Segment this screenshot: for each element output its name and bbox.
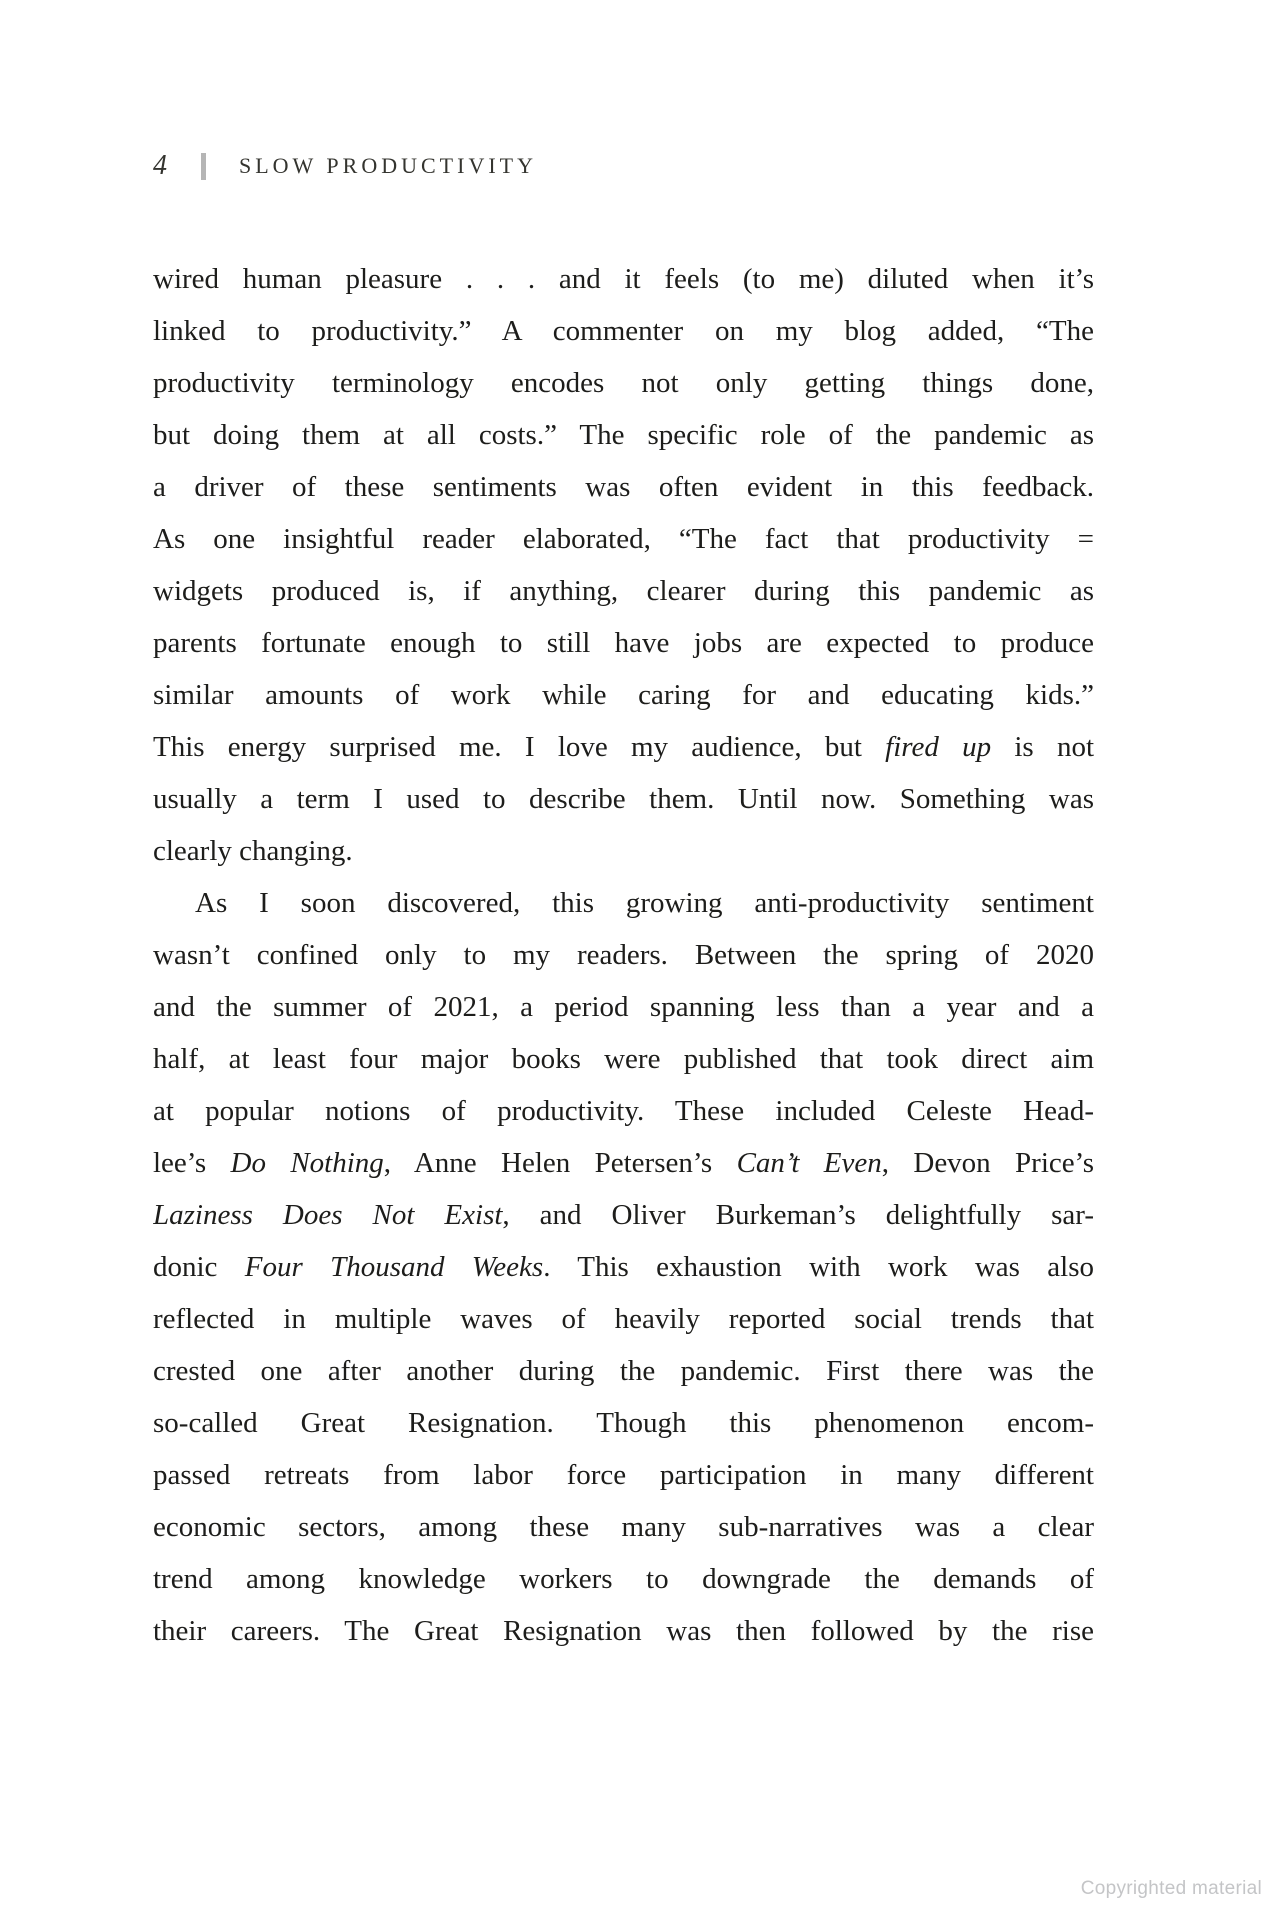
text-segment: wasn’t confined only to my readers. Between the spring of 2020 (153, 939, 1094, 971)
text-segment: lee’s (153, 1147, 231, 1179)
text-line (153, 1501, 1094, 1553)
text-segment: and the summer of 2021, a period spanning less than a year and a (153, 991, 1094, 1023)
paragraph (153, 877, 1094, 1657)
text-segment: wired human pleasure . . . and it feels (to me) diluted when it’s (153, 263, 1094, 295)
text-line (153, 877, 1094, 929)
text-segment: , Anne Helen Petersen’s (383, 1147, 737, 1179)
text-segment: passed retreats from labor force participation in many different (153, 1459, 1094, 1491)
text-segment: . This exhaustion with work was also (543, 1251, 1094, 1283)
text-segment: so-called Great Resignation. Though this phenomenon encom- (153, 1407, 1094, 1439)
text-segment: trend among knowledge workers to downgrade the demands of (153, 1563, 1094, 1595)
text-line (153, 1553, 1094, 1605)
text-segment: crested one after another during the pandemic. First there was the (153, 1355, 1094, 1387)
text-line (153, 1345, 1094, 1397)
text-segment: economic sectors, among these many sub-narratives was a clear (153, 1511, 1094, 1543)
text-line (153, 1137, 1094, 1189)
text-line (153, 721, 1094, 773)
text-line (153, 1293, 1094, 1345)
header-divider-bar (201, 153, 206, 180)
text-line (153, 1085, 1094, 1137)
text-line (153, 1241, 1094, 1293)
text-segment: , Devon Price’s (881, 1147, 1094, 1179)
text-segment: similar amounts of work while caring for and educating kids.” (153, 679, 1094, 711)
text-segment: but doing them at all costs.” The specific role of the pandemic as (153, 419, 1094, 451)
page-number: 4 (153, 150, 167, 181)
italic-text-segment: Do Nothing (230, 1147, 384, 1179)
text-line (153, 1189, 1094, 1241)
italic-text-segment: Can’t Even (736, 1147, 882, 1179)
text-segment: linked to productivity.” A commenter on my blog added, “The (153, 315, 1094, 347)
text-segment: As one insightful reader elaborated, “The fact that productivity = (153, 523, 1094, 555)
text-line (153, 1397, 1094, 1449)
text-line (153, 669, 1094, 721)
text-segment: is not (991, 731, 1094, 763)
text-segment: clearly changing. (153, 835, 353, 867)
text-segment: a driver of these sentiments was often evident in this feedback. (153, 471, 1094, 503)
text-line (153, 929, 1094, 981)
text-segment: widgets produced is, if anything, clearer during this pandemic as (153, 575, 1094, 607)
text-line (153, 825, 1094, 877)
text-line (153, 305, 1094, 357)
text-line (153, 1033, 1094, 1085)
text-line (153, 565, 1094, 617)
italic-text-segment: fired up (885, 731, 992, 763)
italic-text-segment: Laziness Does Not Exist (153, 1199, 503, 1231)
text-line (153, 1449, 1094, 1501)
text-line (153, 981, 1094, 1033)
text-segment: donic (153, 1251, 245, 1283)
text-line (153, 773, 1094, 825)
text-segment: reflected in multiple waves of heavily reported social trends that (153, 1303, 1094, 1335)
text-segment: at popular notions of productivity. These included Celeste Head- (153, 1095, 1094, 1127)
text-line (153, 1605, 1094, 1657)
text-segment: half, at least four major books were published that took direct aim (153, 1043, 1094, 1075)
text-line (153, 513, 1094, 565)
book-title: SLOW PRODUCTIVITY (239, 153, 537, 178)
copyright-watermark: Copyrighted material (1080, 1878, 1262, 1899)
text-segment: parents fortunate enough to still have jobs are expected to produce (153, 627, 1094, 659)
text-segment: This energy surprised me. I love my audience, but (153, 731, 886, 763)
text-segment: productivity terminology encodes not only getting things done, (153, 367, 1094, 399)
page-header (153, 148, 537, 184)
text-line (153, 357, 1094, 409)
text-line (153, 461, 1094, 513)
text-line (153, 253, 1094, 305)
italic-text-segment: Four Thousand Weeks (244, 1251, 544, 1283)
text-line (153, 617, 1094, 669)
paragraph (153, 253, 1094, 877)
text-segment: usually a term I used to describe them. Until now. Something was (153, 783, 1094, 815)
text-segment: their careers. The Great Resignation was then followed by the rise (153, 1615, 1094, 1647)
text-segment: As I soon discovered, this growing anti-productivity sentiment (195, 887, 1094, 919)
text-line (153, 409, 1094, 461)
text-segment: , and Oliver Burkeman’s delightfully sar- (502, 1199, 1094, 1231)
page-text (153, 253, 1094, 1657)
